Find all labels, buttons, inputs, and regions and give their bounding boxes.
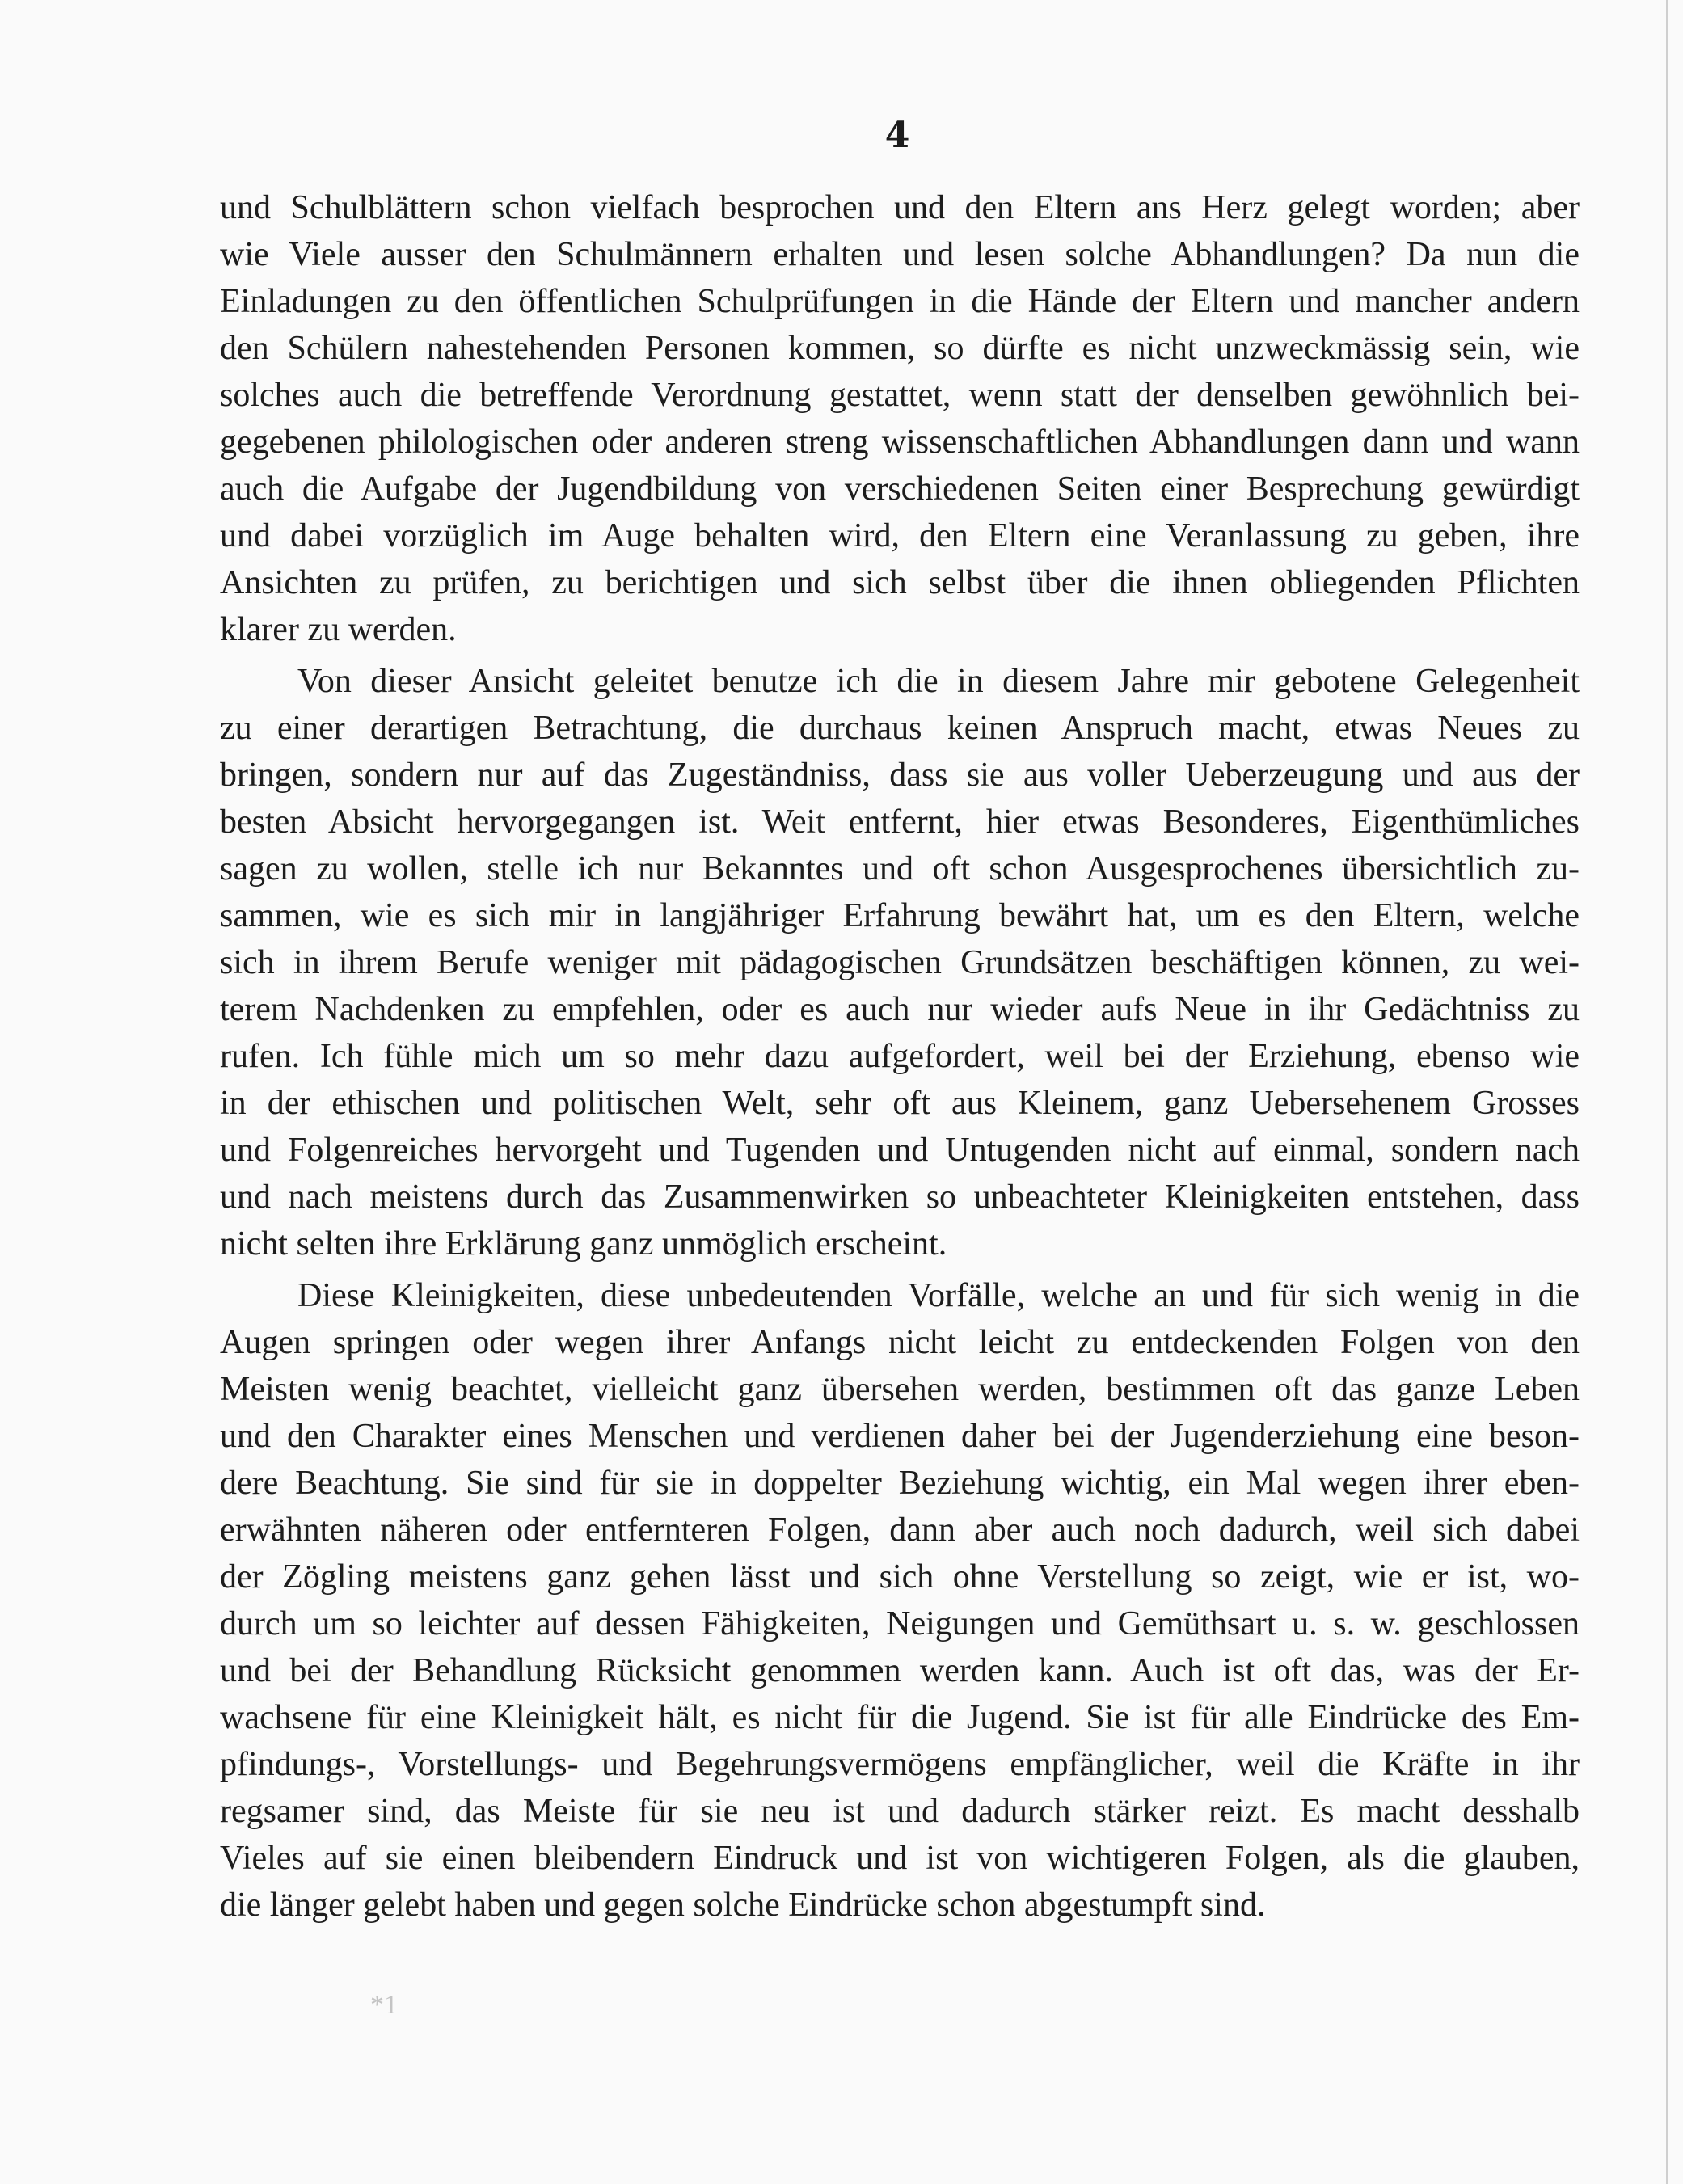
text-line: bringen, sondern nur auf das Zugeständniss, dass sie aus voller Ueberzeugung und aus der [220, 757, 1580, 794]
text-line: erwähnten näheren oder entfernteren Folgen, dann aber auch noch dadurch, weil sich dabei [220, 1512, 1580, 1549]
text-line: und dabei vorzüglich im Auge behalten wird, den Eltern eine Veranlassung zu geben, ihre [220, 517, 1580, 554]
text-line: besten Absicht hervorgegangen ist. Weit entfernt, hier etwas Besonderes, Eigenthümliches [220, 803, 1580, 841]
text-line: dere Beachtung. Sie sind für sie in doppelter Beziehung wichtig, ein Mal wegen ihrer eben- [220, 1465, 1580, 1502]
paragraph-1 [220, 184, 1580, 653]
paragraph-3 [220, 1272, 1580, 1929]
page-edge [1666, 0, 1668, 2184]
signature-mark: *1 [370, 1990, 398, 2020]
text-line: Diese Kleinigkeiten, diese unbedeutenden Vorfälle, welche an und für sich wenig in die [297, 1277, 1580, 1314]
text-line: und bei der Behandlung Rücksicht genommen werden kann. Auch ist oft das, was der Er- [220, 1652, 1580, 1689]
text-line: und Folgenreiches hervorgeht und Tugenden und Untugenden nicht auf einmal, sondern nach [220, 1132, 1580, 1169]
body-text [220, 184, 1580, 1933]
text-line: sich in ihrem Berufe weniger mit pädagogischen Grundsätzen beschäftigen können, zu wei- [220, 944, 1580, 981]
text-line: in der ethischen und politischen Welt, sehr oft aus Kleinem, ganz Uebersehenem Grosses [220, 1085, 1580, 1122]
text-line: regsamer sind, das Meiste für sie neu ist und dadurch stärker reizt. Es macht desshalb [220, 1793, 1580, 1830]
text-line: sagen zu wollen, stelle ich nur Bekanntes und oft schon Ausgesprochenes übersichtlich zu- [220, 850, 1580, 888]
text-line: Ansichten zu prüfen, zu berichtigen und sich selbst über die ihnen obliegenden Pflichten [220, 564, 1580, 601]
text-line: der Zögling meistens ganz gehen lässt und sich ohne Verstellung so zeigt, wie er ist, wo- [220, 1558, 1580, 1596]
text-line: zu einer derartigen Betrachtung, die durchaus keinen Anspruch macht, etwas Neues zu [220, 710, 1580, 747]
text-line: Meisten wenig beachtet, vielleicht ganz übersehen werden, bestimmen oft das ganze Leben [220, 1371, 1580, 1408]
text-line: gegebenen philologischen oder anderen streng wissenschaftlichen Abhandlungen dann und wann [220, 424, 1580, 461]
text-line: und Schulblättern schon vielfach besprochen und den Eltern ans Herz gelegt worden; aber [220, 189, 1580, 226]
text-line: auch die Aufgabe der Jugendbildung von verschiedenen Seiten einer Besprechung gewürdigt [220, 470, 1580, 508]
text-line: terem Nachdenken zu empfehlen, oder es auch nur wieder aufs Neue in ihr Gedächtniss zu [220, 991, 1580, 1028]
text-line: und nach meistens durch das Zusammenwirken so unbeachteter Kleinigkeiten entstehen, dass [220, 1178, 1580, 1216]
text-line: durch um so leichter auf dessen Fähigkeiten, Neigungen und Gemüthsart u. s. w. geschlossen [220, 1605, 1580, 1642]
text-line: pfindungs-, Vorstellungs- und Begehrungsvermögens empfänglicher, weil die Kräfte in ihr [220, 1746, 1580, 1783]
text-line: klarer zu werden. [220, 611, 457, 648]
text-line: und den Charakter eines Menschen und verdienen daher bei der Jugenderziehung eine beson- [220, 1418, 1580, 1455]
text-line: Einladungen zu den öffentlichen Schulprüfungen in die Hände der Eltern und mancher andern [220, 283, 1580, 320]
text-line: Von dieser Ansicht geleitet benutze ich die in diesem Jahre mir gebotene Gelegenheit [297, 663, 1580, 700]
page-number: 4 [884, 115, 910, 156]
text-line: nicht selten ihre Erklärung ganz unmöglich erscheint. [220, 1225, 947, 1263]
text-line: rufen. Ich fühle mich um so mehr dazu aufgefordert, weil bei der Erziehung, ebenso wie [220, 1038, 1580, 1075]
text-line: wie Viele ausser den Schulmännern erhalten und lesen solche Abhandlungen? Da nun die [220, 236, 1580, 273]
text-line: die länger gelebt haben und gegen solche Eindrücke schon abgestumpft sind. [220, 1887, 1266, 1924]
text-line: den Schülern nahestehenden Personen kommen, so dürfte es nicht unzweckmässig sein, wie [220, 330, 1580, 367]
text-line: sammen, wie es sich mir in langjähriger Erfahrung bewährt hat, um es den Eltern, welche [220, 897, 1580, 934]
text-line: wachsene für eine Kleinigkeit hält, es nicht für die Jugend. Sie ist für alle Eindrücke des Em- [220, 1699, 1580, 1736]
paragraph-2 [220, 658, 1580, 1267]
text-line: Augen springen oder wegen ihrer Anfangs nicht leicht zu entdeckenden Folgen von den [220, 1324, 1580, 1361]
text-line: solches auch die betreffende Verordnung gestattet, wenn statt der denselben gewöhnlich bei- [220, 377, 1580, 414]
text-line: Vieles auf sie einen bleibendern Eindruck und ist von wichtigeren Folgen, als die glauben, [220, 1840, 1580, 1877]
